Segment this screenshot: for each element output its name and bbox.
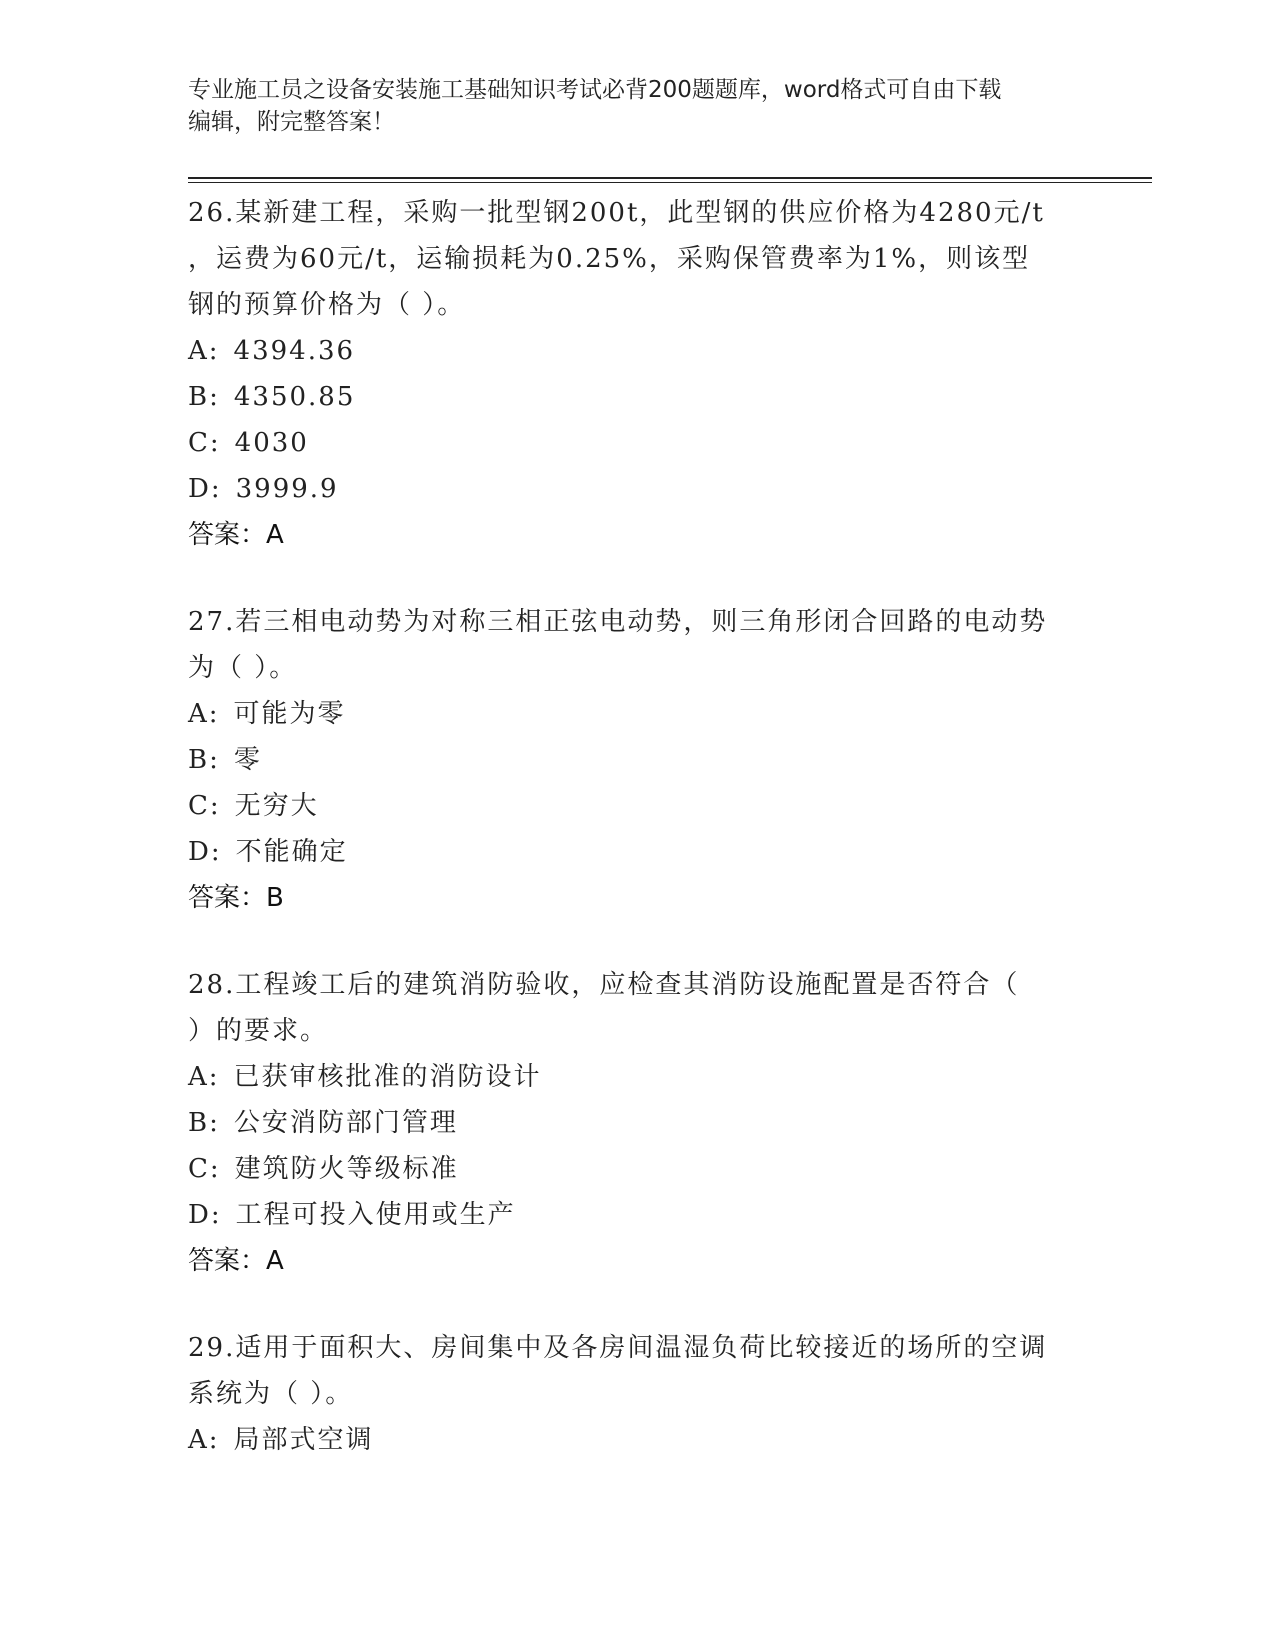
answer-key: 答案：A [188,520,284,550]
option-label: D: [188,837,222,867]
question-block [188,599,1088,921]
option-label: C: [188,791,221,821]
answer-option [188,783,1088,829]
option-text: 建筑防火等级标准 [234,1154,459,1184]
document-header [188,74,1088,138]
answer-option [188,1192,1088,1238]
option-text: 3999.9 [235,474,339,504]
header-rule-thick [188,177,1152,179]
option-label: C: [188,428,221,458]
question-stem-line: 28.工程竣工后的建筑消防验收，应检查其消防设施配置是否符合（ [188,970,1020,1000]
option-label: B: [188,382,220,412]
option-text: 不能确定 [235,837,348,867]
answer-option [188,1146,1088,1192]
question-stem-line: ，运费为60元/t，运输损耗为0.25%，采购保管费率为1%，则该型 [188,244,1031,274]
option-text: 4030 [234,428,309,458]
answer-option [188,374,1088,420]
option-label: A: [188,1062,220,1092]
option-label: D: [188,1200,222,1230]
option-text: 公安消防部门管理 [233,1108,458,1138]
option-text: 4394.36 [233,336,356,366]
option-text: 局部式空调 [233,1425,374,1455]
answer-option [188,420,1088,466]
option-label: A: [188,336,220,366]
option-text: 零 [233,745,262,775]
answer-option [188,1417,1088,1463]
answer-option [188,466,1088,512]
question-block [188,962,1088,1284]
answer-key: 答案：B [188,883,284,913]
option-label: A: [188,699,220,729]
answer-option [188,737,1088,783]
question-stem-line: 系统为（ ）。 [188,1379,354,1409]
question-stem-line: 27.若三相电动势为对称三相正弦电动势，则三角形闭合回路的电动势 [188,607,1048,637]
question-stem-line: 29.适用于面积大、房间集中及各房间温湿负荷比较接近的场所的空调 [188,1333,1048,1363]
question-stem-line: ）的要求。 [188,1016,329,1046]
option-label: D: [188,474,222,504]
header-line-2: 编辑，附完整答案！ [188,109,395,135]
option-label: A: [188,1425,220,1455]
question-block [188,190,1088,558]
option-label: C: [188,1154,221,1184]
option-text: 工程可投入使用或生产 [235,1200,516,1230]
header-rule-thin [188,182,1152,183]
question-block [188,1325,1088,1463]
question-stem-line: 为（ ）。 [188,653,298,683]
answer-option [188,1054,1088,1100]
question-stem-line: 钢的预算价格为（ ）。 [188,290,466,320]
answer-option [188,829,1088,875]
option-text: 4350.85 [233,382,356,412]
answer-option [188,691,1088,737]
option-text: 可能为零 [233,699,346,729]
answer-option [188,328,1088,374]
option-label: B: [188,1108,220,1138]
question-stem-line: 26.某新建工程，采购一批型钢200t，此型钢的供应价格为4280元/t [188,198,1045,228]
answer-option [188,1100,1088,1146]
question-list [188,190,1088,1504]
answer-key: 答案：A [188,1246,284,1276]
option-text: 无穷大 [234,791,319,821]
option-label: B: [188,745,220,775]
header-line-1: 专业施工员之设备安装施工基础知识考试必背200题题库，word格式可自由下载 [188,77,1002,103]
option-text: 已获审核批准的消防设计 [233,1062,542,1092]
